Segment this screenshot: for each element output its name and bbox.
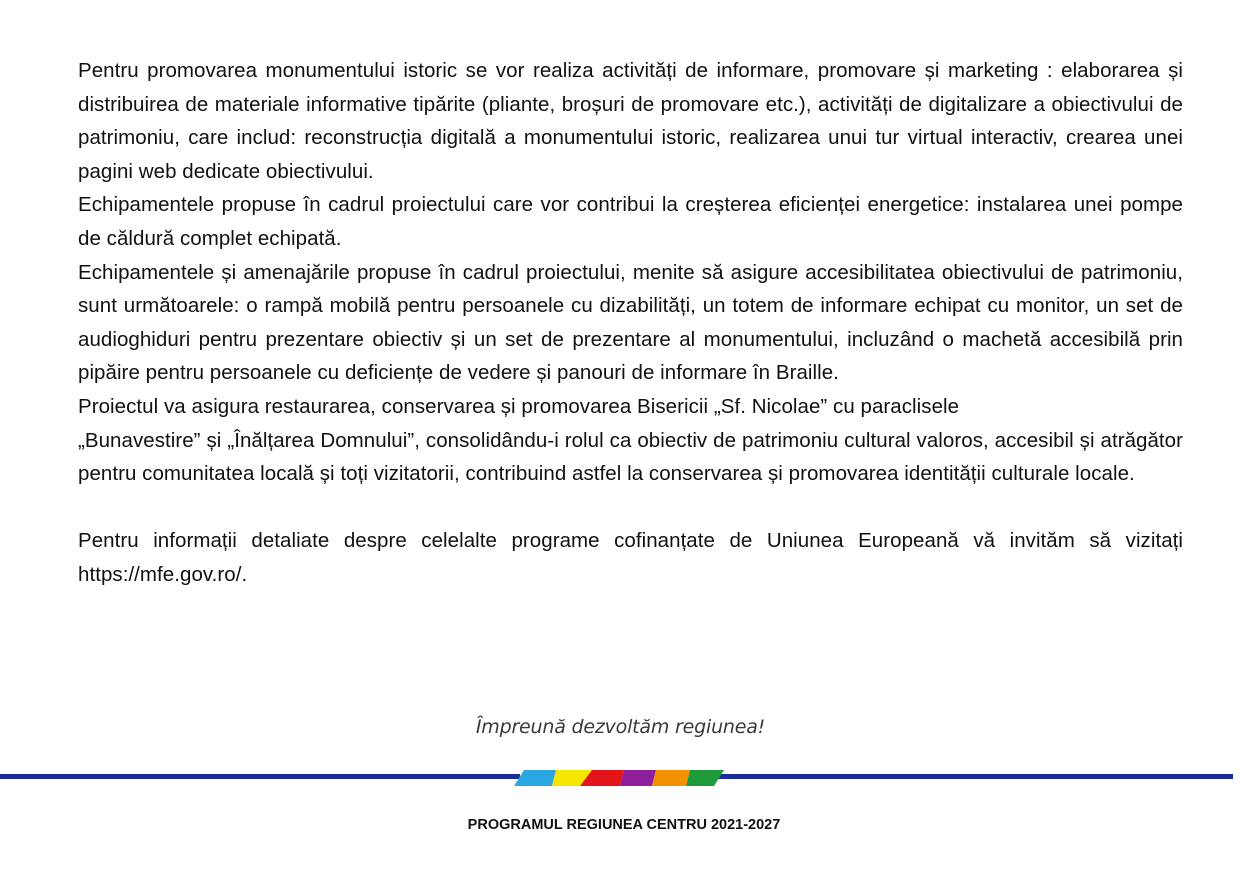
paragraph-promotion: Pentru promovarea monumentului istoric se vor realiza activități de informare, promovare și marketing : elaborarea și distribuirea de materiale informative tipărite (pliante, broșuri de promovare etc.), activități de digitalizare a obiectivului de patrimoniu, care includ: reconstrucția digitală a monumentului istoric, realizarea unui tur virtual interactiv, crearea unei pagini web dedicate obiectivului. <box>78 59 1183 183</box>
band-left-line <box>0 774 520 779</box>
band-right-line <box>716 774 1233 779</box>
stripe-orange-shape <box>652 770 690 786</box>
paragraph-energy-efficiency: Echipamentele propuse în cadrul proiectului care vor contribui la creșterea eficienței energetice: instalarea unei pompe de căldură complet echipată. <box>78 193 1183 250</box>
paragraph-project-goal: „Bunavestire” și „Înălțarea Domnului”, consolidându-i rolul ca obiectiv de patrimoniu cultural valoros, accesibil și atrăgător pentru comunitatea locală și toți vizitatorii, contribuind astfel la conservarea și promovarea identității culturale locale. <box>78 428 1183 486</box>
paragraph-accessibility: Echipamentele și amenajările propuse în cadrul proiectului, menite să asigure accesibilitatea obiectivului de patrimoniu, sunt următoarele: o rampă mobilă pentru persoanele cu dizabilități, un totem de informare echipat cu monitor, un set de audioghiduri pentru prezentare obiectiv și un set de prezentare al monumentului, incluzând o machetă accesibilă prin pipăire pentru persoanele cu deficiențe de vedere și panouri de informare în Braille. <box>78 260 1183 385</box>
paragraph-project-goal-intro: Proiectul va asigura restaurarea, conservarea și promovarea Bisericii „Sf. Nicolae” cu paraclisele <box>78 394 960 418</box>
document-body <box>78 54 1183 592</box>
footer-program-name: PROGRAMUL REGIUNEA CENTRU 2021-2027 <box>467 817 781 833</box>
paragraph-spacer <box>78 491 1183 525</box>
stripe-purple-shape <box>620 770 656 786</box>
footer-color-band <box>0 768 1241 790</box>
footer-slogan: Împreună dezvoltăm regiunea! <box>475 716 766 738</box>
stripe-green-shape <box>686 770 724 786</box>
paragraph-more-info: Pentru informații detaliate despre celelalte programe cofinanțate de Uniunea Europeană vă invităm să vizitați https://mfe.gov.ro/. <box>78 529 1183 586</box>
stripe-blue-shape <box>514 770 556 786</box>
